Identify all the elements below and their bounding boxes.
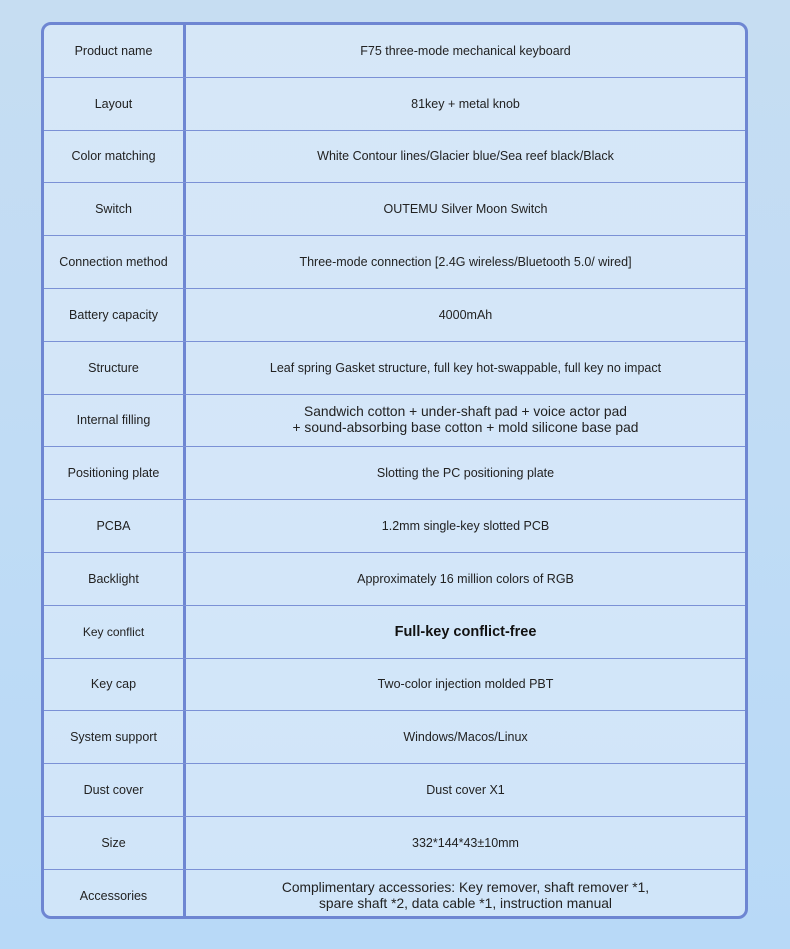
spec-value: Full-key conflict-free <box>394 623 537 640</box>
spec-row-switch <box>44 183 745 236</box>
spec-row-dust-cover <box>44 764 745 817</box>
spec-value: Slotting the PC positioning plate <box>376 466 555 481</box>
spec-value: 332*144*43±10mm <box>412 835 519 850</box>
spec-value: Two-color injection molded PBT <box>377 677 554 692</box>
spec-value: Approximately 16 million colors of RGB <box>357 571 574 586</box>
spec-value: Complimentary accessories: Key remover, shaft remover *1, spare shaft *2, data cable *1, instruction manual <box>281 880 650 912</box>
spec-label: Structure <box>44 342 186 394</box>
spec-value: 1.2mm single-key slotted PCB <box>381 519 550 534</box>
spec-row-accessories <box>44 870 745 919</box>
spec-label: Backlight <box>44 553 186 605</box>
spec-row-connection-method <box>44 236 745 289</box>
spec-label: Connection method <box>44 236 186 288</box>
spec-table <box>41 22 748 919</box>
spec-row-backlight <box>44 553 745 606</box>
spec-row-structure <box>44 342 745 395</box>
spec-label: Accessories <box>44 870 186 919</box>
spec-value: White Contour lines/Glacier blue/Sea reef black/Black <box>317 149 614 164</box>
spec-row-internal-filling <box>44 395 745 448</box>
spec-value: Leaf spring Gasket structure, full key hot-swappable, full key no impact <box>269 360 662 375</box>
spec-label: Key cap <box>44 659 186 711</box>
spec-row-color-matching <box>44 131 745 184</box>
spec-label: Size <box>44 817 186 869</box>
spec-row-size <box>44 817 745 870</box>
spec-label: Battery capacity <box>44 289 186 341</box>
spec-label: Layout <box>44 78 186 130</box>
spec-label: Color matching <box>44 131 186 183</box>
spec-value: 81key + metal knob <box>411 96 520 111</box>
spec-label: Key conflict <box>44 606 186 658</box>
spec-row-key-cap <box>44 659 745 712</box>
spec-label: Internal filling <box>44 395 186 447</box>
spec-value: Sandwich cotton + under-shaft pad + voice actor pad + sound-absorbing base cotton + mold silicone base pad <box>292 404 639 436</box>
spec-row-pcba <box>44 500 745 553</box>
spec-label: System support <box>44 711 186 763</box>
spec-row-system-support <box>44 711 745 764</box>
spec-value: 4000mAh <box>438 307 493 322</box>
spec-row-positioning-plate <box>44 447 745 500</box>
spec-label: Dust cover <box>44 764 186 816</box>
spec-label: PCBA <box>44 500 186 552</box>
spec-value: Dust cover X1 <box>426 783 505 798</box>
spec-label: Positioning plate <box>44 447 186 499</box>
spec-value: Windows/Macos/Linux <box>403 730 528 745</box>
spec-value: F75 three-mode mechanical keyboard <box>360 43 571 58</box>
spec-row-key-conflict <box>44 606 745 659</box>
spec-row-layout <box>44 78 745 131</box>
spec-row-product-name <box>44 25 745 78</box>
spec-value: Three-mode connection [2.4G wireless/Bluetooth 5.0/ wired] <box>299 255 632 270</box>
spec-value: OUTEMU Silver Moon Switch <box>383 202 548 217</box>
spec-label: Product name <box>44 25 186 77</box>
spec-label: Switch <box>44 183 186 235</box>
spec-row-battery-capacity <box>44 289 745 342</box>
